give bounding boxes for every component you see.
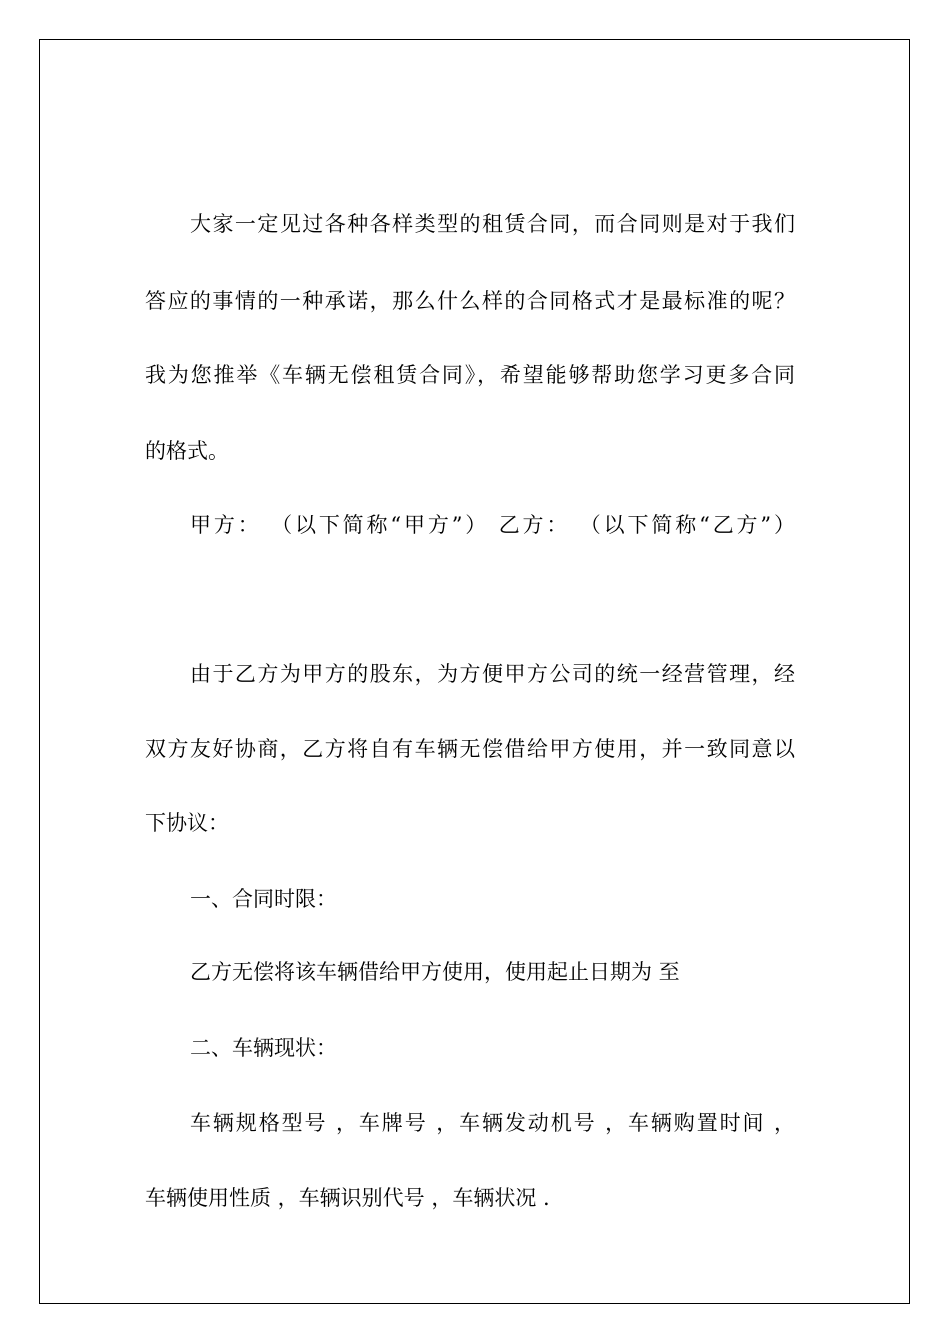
- intro-line-1: 大家一定见过各种各样类型的租赁合同，而合同则是对于我们: [190, 212, 795, 236]
- intro-line-4: 的格式。: [145, 439, 229, 463]
- parties-line: 甲方： （以下简称“甲方”） 乙方： （以下简称“乙方”）: [190, 513, 795, 537]
- section-2-title: 二、车辆现状：: [190, 1036, 337, 1060]
- section-1-body: 乙方无偿将该车辆借给甲方使用，使用起止日期为 至: [190, 960, 680, 984]
- intro-line-2: 答应的事情的一种承诺，那么什么样的合同格式才是最标准的呢？: [145, 289, 795, 313]
- section-1-title: 一、合同时限：: [190, 887, 337, 911]
- preamble-line-3: 下协议：: [145, 811, 229, 835]
- preamble-line-2: 双方友好协商，乙方将自有车辆无偿借给甲方使用，并一致同意以: [145, 737, 795, 761]
- section-2-body-line-2: 车辆使用性质 ，车辆识别代号 ，车辆状况 .: [145, 1186, 550, 1210]
- intro-line-3: 我为您推举《车辆无偿租赁合同》，希望能够帮助您学习更多合同: [145, 363, 795, 387]
- section-2-body-line-1: 车辆规格型号 ，车牌号 ，车辆发动机号 ，车辆购置时间 ，: [190, 1111, 795, 1135]
- preamble-line-1: 由于乙方为甲方的股东，为方便甲方公司的统一经营管理，经: [190, 662, 795, 686]
